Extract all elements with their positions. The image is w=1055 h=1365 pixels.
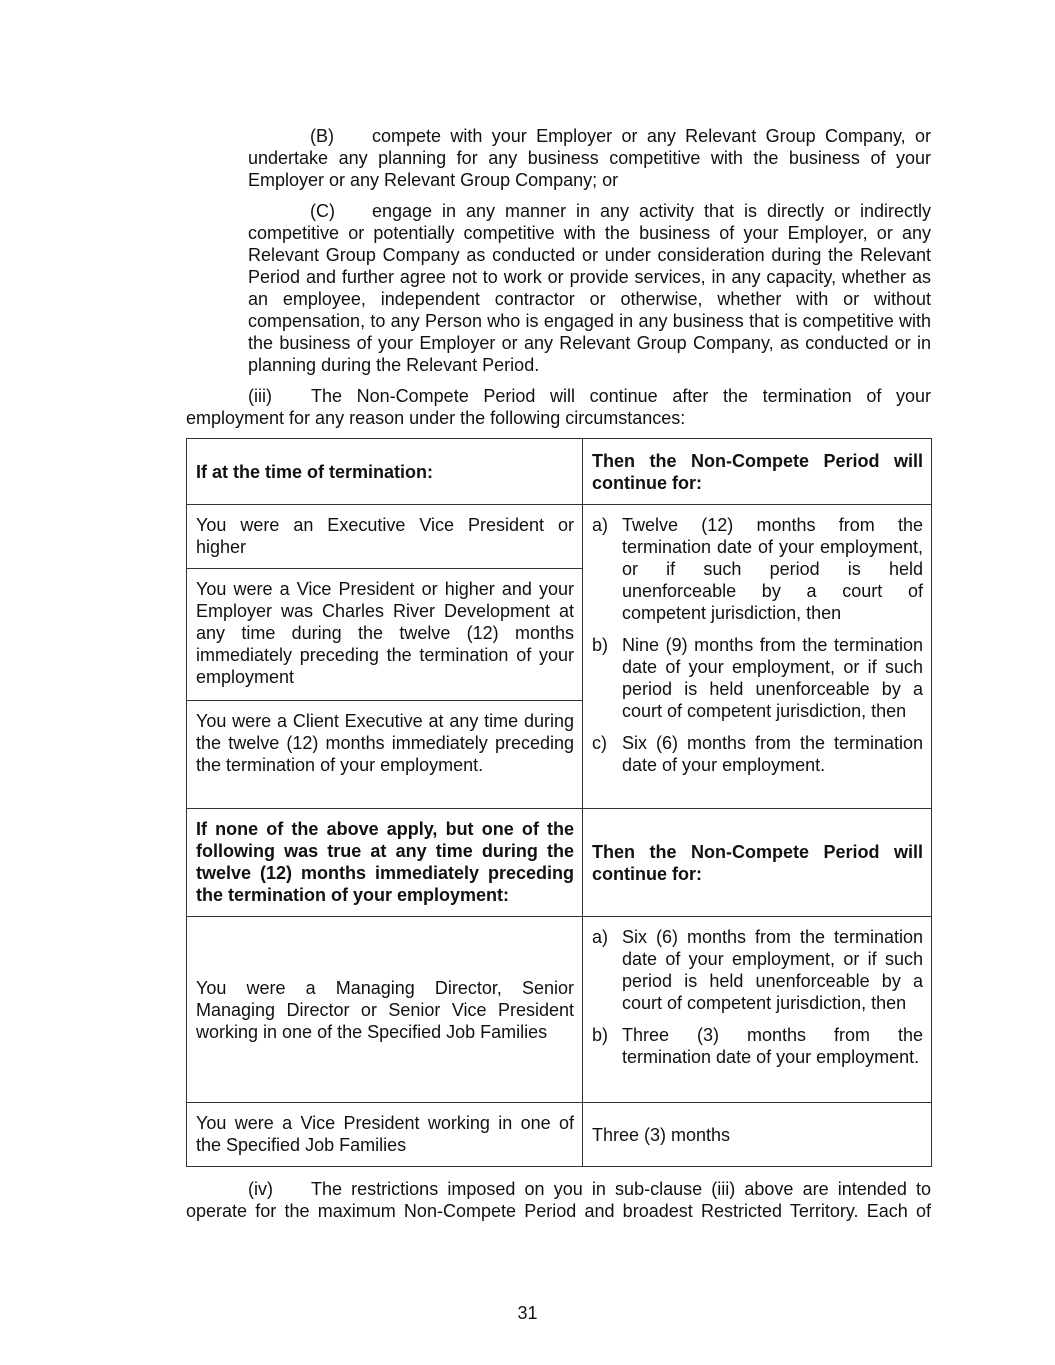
clause-iii-text: The Non-Compete Period will continue after the termination of your employment for any reason under the following circumstances: (186, 386, 931, 428)
list-item (592, 732, 923, 776)
page-number: 31 (517, 1303, 538, 1323)
period-vp: Three (3) months (583, 1103, 932, 1167)
period-list-group2 (583, 917, 932, 1103)
list-text: Three (3) months from the termination date of your employment. (622, 1025, 923, 1067)
header2-right: Then the Non-Compete Period will continue for: (583, 809, 932, 917)
list-text: Twelve (12) months from the termination date of your employment, or if such period is held unenforceable by a court of competent jurisdiction, then (622, 515, 923, 623)
list-marker: b) (592, 1025, 609, 1045)
clause-c (248, 200, 931, 376)
list-marker: c) (592, 733, 607, 753)
condition-vp: You were a Vice President working in one of the Specified Job Families (187, 1103, 583, 1167)
header-left: If at the time of termination: (187, 439, 583, 505)
condition-evp: You were an Executive Vice President or higher (187, 505, 583, 569)
header-right: Then the Non-Compete Period will continue for: (583, 439, 932, 505)
clause-iv-text: The restrictions imposed on you in sub-clause (iii) above are intended to operate for the maximum Non-Compete Period and broadest Restricted Territory. Each of (186, 1179, 931, 1221)
clause-iii-label: (iii) (248, 386, 272, 406)
clause-c-label: (C) (310, 201, 335, 221)
list-marker: a) (592, 927, 609, 947)
clause-c-text: engage in any manner in any activity that is directly or indirectly competitive or potentially competitive with the business of your Employer, or any Relevant Group Company as conducted or under consideration during the Relevant Period and further agree not to work or provide services, in any capacity, whether as an employee, independent contractor or otherwise, whether with or without compensation, to any Person who is engaged in any business that is competitive with the business of your Employer or any Relevant Group Company, as conducted or in planning during the Relevant Period. (248, 201, 931, 375)
list-marker: b) (592, 635, 609, 655)
list-item (592, 1024, 923, 1068)
table-row (187, 505, 932, 569)
list-item (592, 634, 923, 722)
clause-b (248, 125, 931, 191)
period-list-group1 (583, 505, 932, 809)
header2-left: If none of the above apply, but one of the following was true at any time during the twelve (12) months immediately preceding the termination of your employment: (187, 809, 583, 917)
table-row (187, 917, 932, 1103)
non-compete-table (186, 438, 932, 1167)
clause-b-label: (B) (310, 126, 334, 146)
table-row (187, 1103, 932, 1167)
clause-iv-label: (iv) (248, 1179, 273, 1199)
condition-md: You were a Managing Director, Senior Managing Director or Senior Vice President working in one of the Specified Job Families (187, 917, 583, 1103)
list-item (592, 514, 923, 624)
list-text: Nine (9) months from the termination date of your employment, or if such period is held unenforceable by a court of competent jurisdiction, then (622, 635, 923, 721)
condition-client-exec: You were a Client Executive at any time during the twelve (12) months immediately preceding the termination of your employment. (187, 701, 583, 809)
table-header-row (187, 439, 932, 505)
list-marker: a) (592, 515, 609, 535)
clause-iii (186, 385, 931, 429)
condition-vp-crd: You were a Vice President or higher and your Employer was Charles River Development at any time during the twelve (12) months immediately preceding the termination of your employment (187, 569, 583, 701)
table-header-row (187, 809, 932, 917)
list-text: Six (6) months from the termination date of your employment, or if such period is held unenforceable by a court of competent jurisdiction, then (622, 927, 923, 1013)
list-text: Six (6) months from the termination date of your employment. (622, 733, 923, 775)
clause-b-text: compete with your Employer or any Relevant Group Company, or undertake any planning for any business competitive with the business of your Employer or any Relevant Group Company; or (248, 126, 931, 190)
list-item (592, 926, 923, 1014)
clause-iv (186, 1178, 931, 1222)
